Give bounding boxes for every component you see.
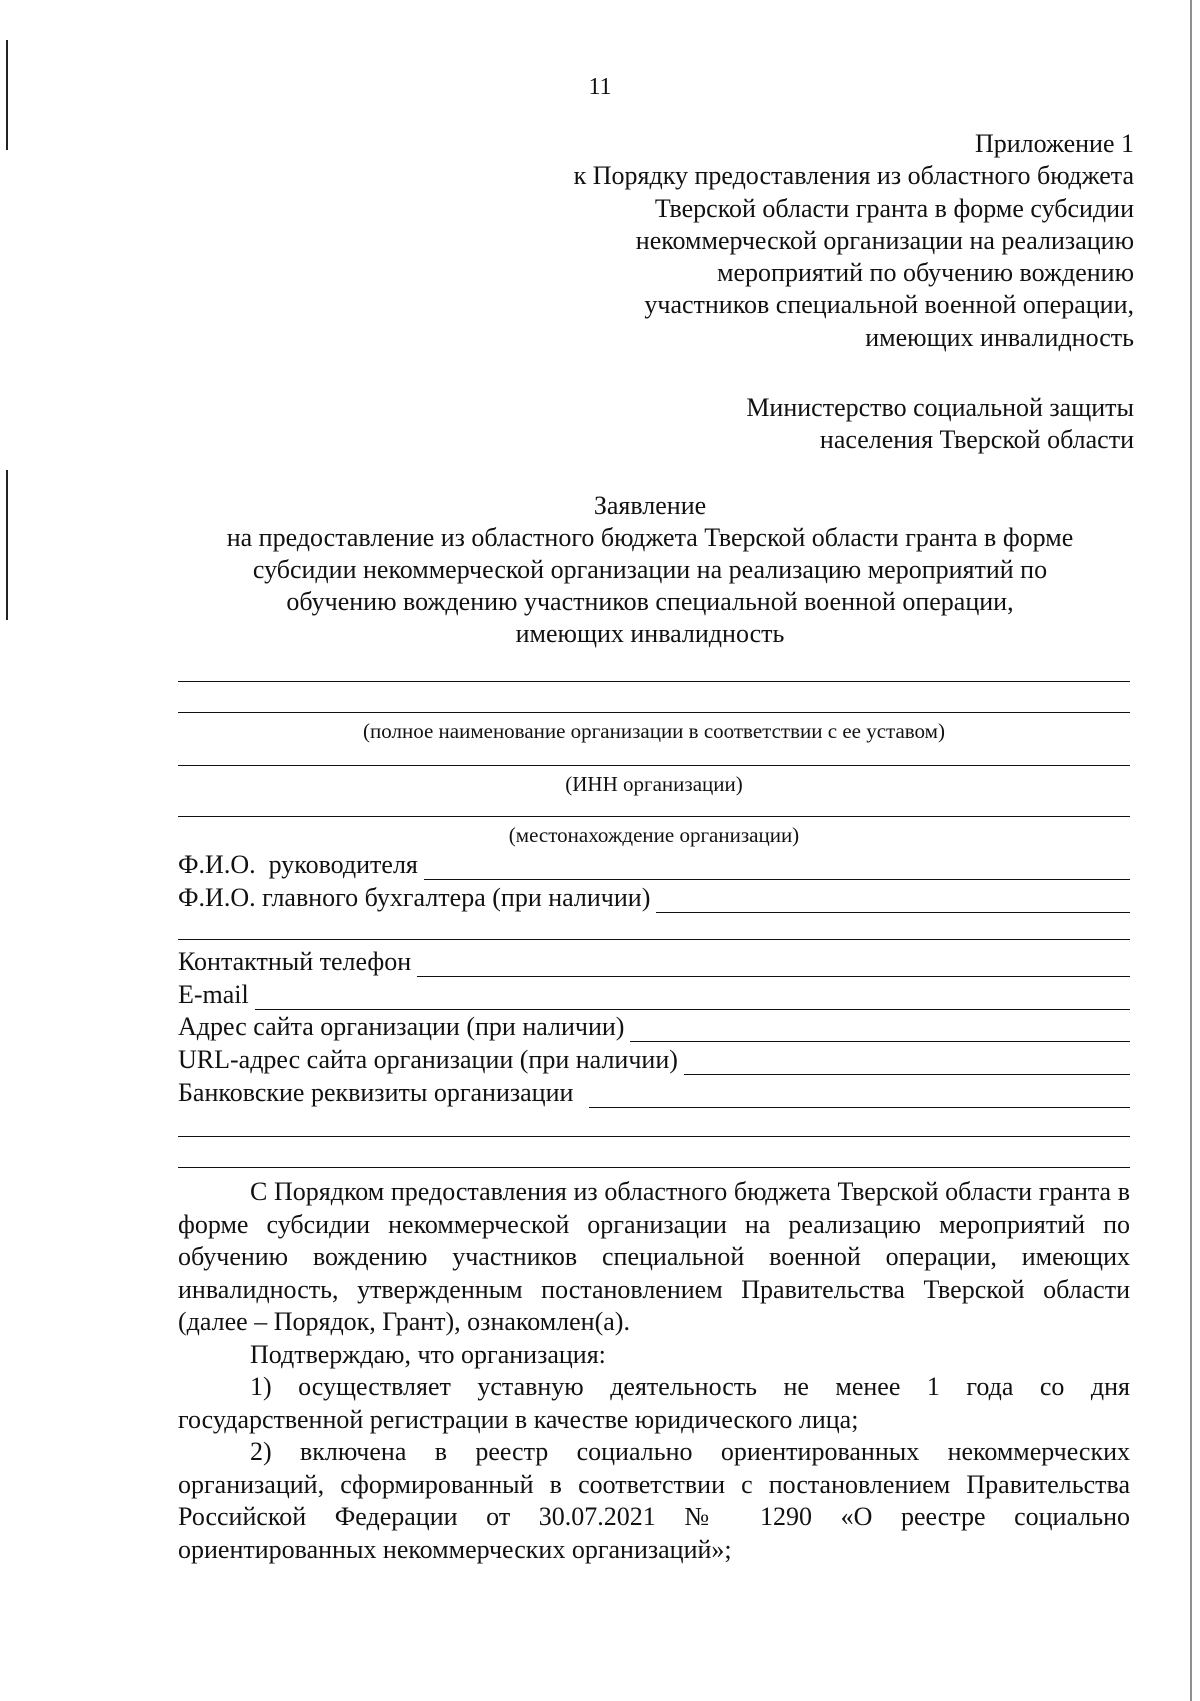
site-field xyxy=(178,1012,1130,1042)
inn-caption: (ИНН организации) xyxy=(565,772,743,796)
url-blank[interactable] xyxy=(684,1050,1130,1075)
addressee-block xyxy=(746,392,1134,456)
email-label: E-mail xyxy=(178,980,249,1009)
addressee-line: населения Тверской области xyxy=(819,425,1134,454)
scan-edge-line xyxy=(6,470,8,620)
appendix-block xyxy=(574,128,1134,354)
org-name-blank-line[interactable] xyxy=(178,712,1130,713)
org-name-caption: (полное наименование организации в соответствии с ее уставом) xyxy=(363,719,945,743)
url-field xyxy=(178,1045,1130,1075)
phone-label: Контактный телефон xyxy=(178,947,412,976)
bank-label: Банковские реквизиты организации xyxy=(178,1078,574,1107)
title-line: имеющих инвалидность xyxy=(515,619,785,648)
site-blank[interactable] xyxy=(630,1017,1130,1042)
email-blank[interactable] xyxy=(255,985,1130,1010)
title-line: субсидии некоммерческой организации на реализацию мероприятий по xyxy=(252,555,1048,584)
bank-blank-line[interactable] xyxy=(178,1167,1130,1168)
appendix-line: некоммерческой организации на реализацию xyxy=(635,225,1134,255)
inn-blank-line[interactable] xyxy=(178,765,1130,766)
head-name-field xyxy=(178,850,1130,880)
appendix-line: мероприятий по обучению вождению xyxy=(717,258,1134,288)
accountant-name-blank-line[interactable] xyxy=(178,939,1130,940)
email-field xyxy=(178,980,1130,1010)
document-title xyxy=(170,490,1130,650)
location-caption: (местонахождение организации) xyxy=(508,823,800,847)
location-blank-line[interactable] xyxy=(178,816,1130,817)
phone-blank[interactable] xyxy=(417,952,1130,977)
confirm-paragraph: Подтверждаю, что организация: xyxy=(250,1339,606,1369)
statement-body xyxy=(178,1176,1130,1566)
accountant-name-label: Ф.И.О. главного бухгалтера (при наличии) xyxy=(178,883,651,912)
accountant-name-field xyxy=(178,883,1130,913)
bank-blank[interactable] xyxy=(589,1083,1130,1108)
site-label: Адрес сайта организации (при наличии) xyxy=(178,1012,625,1041)
appendix-line: участников специальной военной операции, xyxy=(644,290,1134,320)
bank-blank-line[interactable] xyxy=(178,1136,1130,1137)
title-heading: Заявление xyxy=(593,491,707,520)
list-item: 2) включена в реестр социально ориентированных некоммерческих организаций, сформированный в соответствии с постановлением Правительства Российской Федерации от 30.07.2021 № 1290 «О реестре социально ориентированных некоммерческих организаций»; xyxy=(178,1437,1130,1564)
phone-field xyxy=(178,947,1130,977)
list-item: 1) осуществляет уставную деятельность не менее 1 года со дня государственной регистрации в качестве юридического лица; xyxy=(178,1372,1130,1434)
head-name-label: Ф.И.О. руководителя xyxy=(178,850,418,879)
appendix-line: к Порядку предоставления из областного бюджета xyxy=(573,161,1134,191)
head-name-blank[interactable] xyxy=(424,855,1130,880)
title-line: на предоставление из областного бюджета Тверской области гранта в форме xyxy=(226,523,1074,552)
appendix-line: имеющих инвалидность xyxy=(865,322,1134,352)
addressee-line: Министерство социальной защиты xyxy=(746,393,1134,422)
url-label: URL-адрес сайта организации (при наличии) xyxy=(178,1045,678,1074)
title-line: обучению вождению участников специальной военной операции, xyxy=(286,587,1014,616)
scan-edge-line xyxy=(1190,0,1192,1701)
org-name-blank-line[interactable] xyxy=(178,681,1130,682)
bank-field xyxy=(178,1078,1130,1108)
intro-paragraph: С Порядком предоставления из областного бюджета Тверской области гранта в форме субсидии некоммерческой организации на реализацию мероприятий по обучению вождению участников специальной военной операции, имеющих инвалидность, утвержденным постановлением Правительства Тверской области (далее – Порядок, Грант), ознакомлен(а). xyxy=(178,1177,1130,1336)
accountant-name-blank[interactable] xyxy=(656,888,1130,913)
page-number: 11 xyxy=(588,74,612,100)
appendix-line: Тверской области гранта в форме субсидии xyxy=(654,193,1134,223)
appendix-line: Приложение 1 xyxy=(974,129,1134,158)
